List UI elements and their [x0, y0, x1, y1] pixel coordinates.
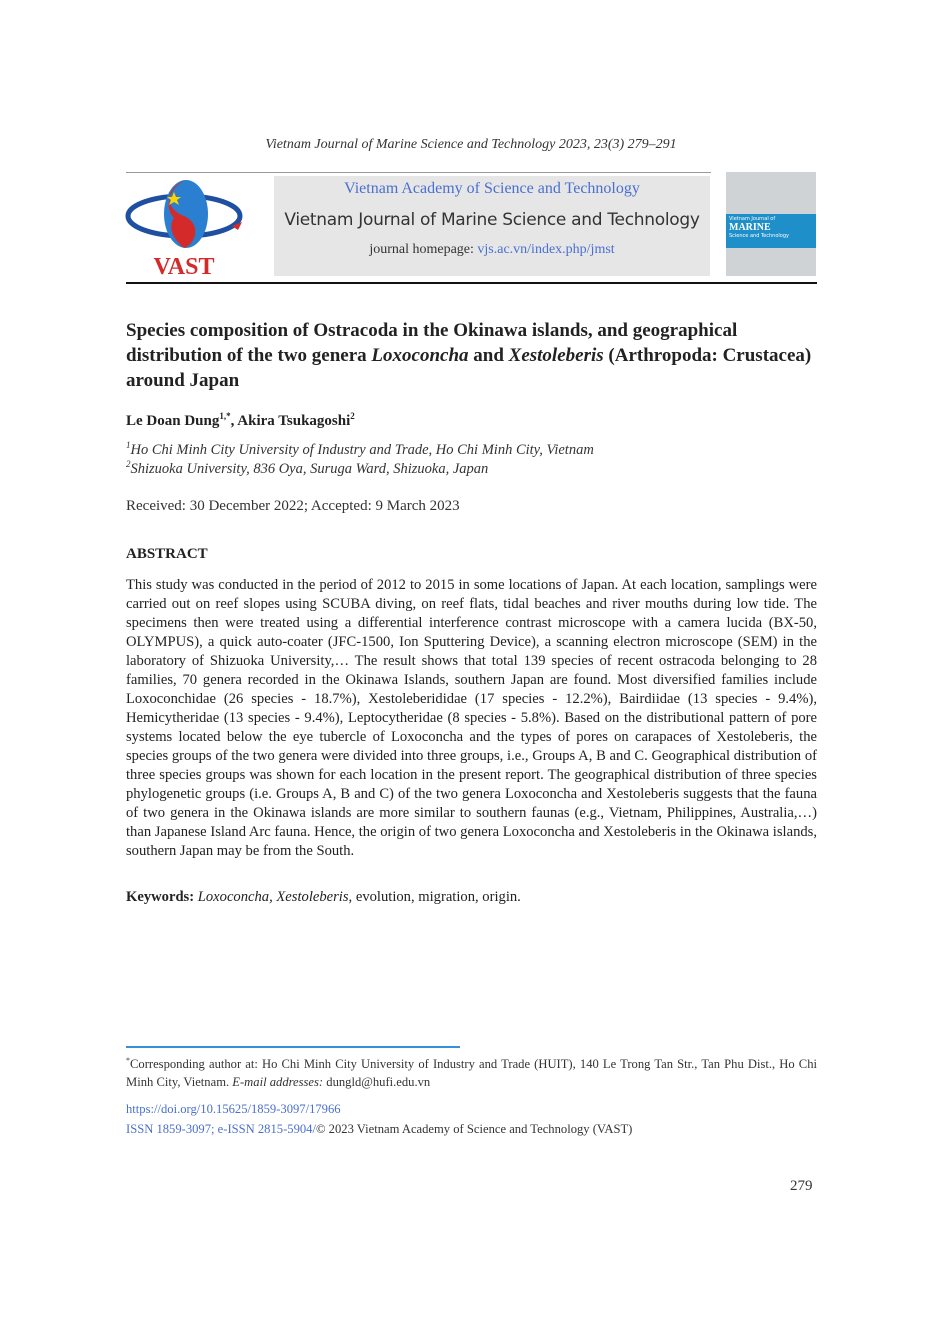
author-name: Le Doan Dung	[126, 413, 220, 429]
copyright: © 2023 Vietnam Academy of Science and Technology (VAST)	[315, 1122, 633, 1136]
title-text: (Arthropoda: Crustacea) around Japan	[126, 345, 812, 391]
footnote-mark: *	[126, 1056, 130, 1065]
journal-cover-thumbnail	[726, 172, 816, 276]
cover-band	[726, 214, 816, 248]
academy-name: Vietnam Academy of Science and Technology	[344, 180, 640, 197]
title-text: and	[468, 345, 509, 366]
journal-name: Vietnam Journal of Marine Science and Technology	[284, 210, 700, 230]
footnote-text: Corresponding author at: Ho Chi Minh City University of Industry and Trade (HUIT), 140 Le Trong Tan Str., Tan Phu Dist., Ho Chi Minh City, Vietnam.	[126, 1057, 817, 1090]
title-genus: Loxoconcha	[371, 345, 469, 366]
masthead-divider	[126, 282, 817, 284]
vast-logo	[124, 178, 254, 278]
keywords-label: Keywords:	[126, 889, 195, 905]
cover-line2: MARINE	[729, 222, 771, 233]
title-genus: Xestoleberis	[508, 345, 604, 366]
affiliation-mark: 1	[126, 440, 131, 450]
header-divider	[126, 172, 711, 173]
author-name: Akira Tsukagoshi	[237, 413, 351, 429]
keywords-rest: , evolution, migration, origin.	[348, 889, 521, 905]
journal-banner	[274, 176, 710, 276]
homepage-label: journal homepage:	[369, 242, 478, 257]
email-label: E-mail addresses:	[232, 1075, 324, 1090]
abstract-heading: ABSTRACT	[126, 546, 208, 562]
affiliation-text: Ho Chi Minh City University of Industry and Trade, Ho Chi Minh City, Vietnam	[130, 441, 594, 458]
author-affil-mark: 2	[350, 411, 355, 421]
logo-text: VAST	[153, 254, 215, 278]
author-separator: ,	[230, 413, 238, 429]
affiliation	[126, 459, 488, 478]
doi-link[interactable]: https://doi.org/10.15625/1859-3097/17966	[126, 1102, 341, 1116]
received-dates: Received: 30 December 2022; Accepted: 9 March 2023	[126, 498, 460, 514]
cover-line1: Vietnam Journal of	[729, 216, 776, 222]
author-affil-mark: 1,*	[219, 411, 231, 421]
affiliation	[126, 440, 594, 459]
keywords-italic: Loxoconcha, Xestoleberis	[197, 889, 349, 905]
title-text: Species composition of Ostracoda in the Okinawa islands, and geographical distribution of the two genera	[126, 320, 738, 366]
page-number: 279	[790, 1178, 813, 1194]
affiliation-text: Shizuoka University, 836 Oya, Suruga Ward, Shizuoka, Japan	[130, 460, 489, 477]
affiliation-mark: 2	[126, 459, 131, 469]
email-address[interactable]: dungld@hufi.edu.vn	[323, 1075, 431, 1090]
keywords	[126, 889, 521, 906]
journal-homepage	[274, 242, 710, 258]
issn-numbers: ISSN 1859-3097; e-ISSN 2815-5904/	[126, 1122, 316, 1136]
issn-line	[126, 1122, 632, 1137]
corresponding-author-footnote	[126, 1052, 817, 1091]
abstract-text: This study was conducted in the period of 2012 to 2015 in some locations of Japan. At each location, samplings were carried out on reef slopes using SCUBA diving, on reef flats, tidal beaches and river mouths during low tide. The specimens then were treated using a differential interference contrast microscope with a camera lucida (BX-50, OLYMPUS), a quick auto-coater (JFC-1500, Ion Sputtering Device), a scanning electron microscope (SEM) in the laboratory of Shizuoka University,… The result shows that total 139 species of recent ostracoda belonging to 28 families, 70 genera recorded in the Okinawa Islands, southern Japan are found. Most diversified families include Loxoconchidae (26 species - 18.7%), Xestoleberididae (17 species - 12.2%), Bairdiidae (13 species - 9.4%), Hemicytheridae (13 species - 9.4%), Leptocytheridae (8 species - 5.8%). Based on the distributional pattern of pore systems located below the eye tubercle of Loxoconcha and the types of pores on carapaces of Xestoleberis, the species groups of the two genera were divided into three groups, i.e., Groups A, B and C. Geographical distribution of three species groups was shown for each location in the present report. The geographical distribution of three species phylogenetic groups (i.e. Groups A, B and C) of the two genera Loxoconcha and Xestoleberis suggests that the fauna of two genera in the Okinawa islands are more similar to southern faunas (e.g., Vietnam, Philippines, Australia,…) than Japanese Island Arc fauna. Hence, the origin of two genera Loxoconcha and Xestoleberis in the Okinawa islands, southern Japan may be from the South.	[126, 577, 817, 859]
footnote-divider	[126, 1046, 460, 1048]
running-header: Vietnam Journal of Marine Science and Technology 2023, 23(3) 279–291	[265, 137, 677, 152]
paper-title	[126, 318, 817, 393]
author-list	[126, 411, 355, 430]
homepage-link[interactable]: vjs.ac.vn/index.php/jmst	[477, 242, 615, 257]
cover-line3: Science and Technology	[729, 233, 789, 239]
